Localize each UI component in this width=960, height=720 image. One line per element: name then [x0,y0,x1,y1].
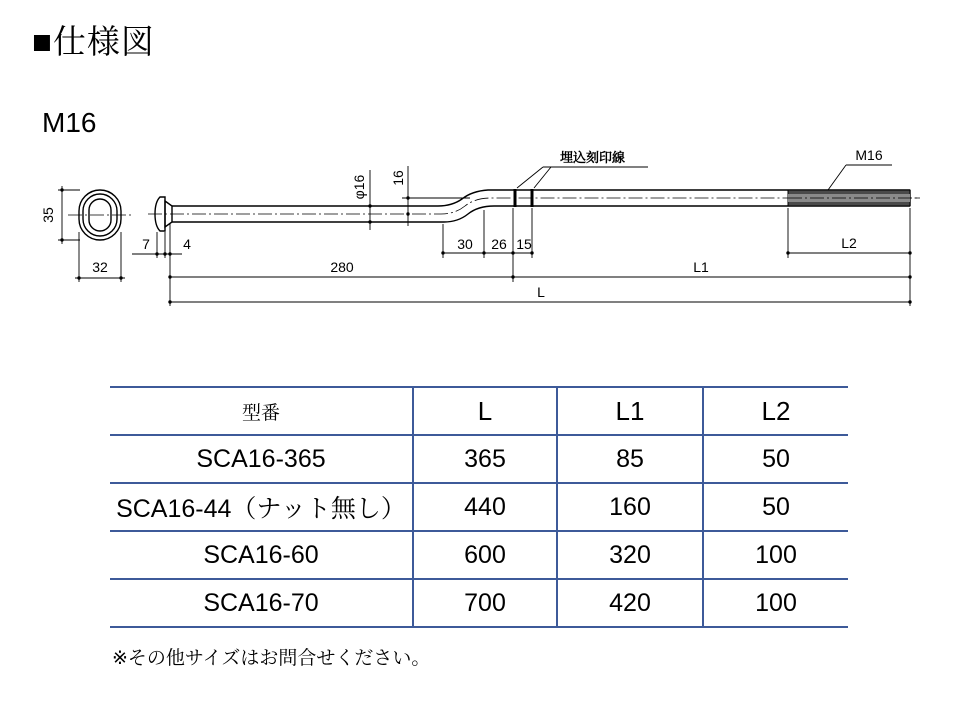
spec-drawing [0,0,960,320]
dim-30-text: 30 [457,236,473,252]
header-model: 型番 [110,387,413,435]
dim-35-text: 35 [40,207,56,223]
cell-L1: 85 [557,435,703,483]
cell-L1: 160 [557,483,703,531]
table-row [110,483,848,531]
cell-L: 600 [413,531,557,579]
dim-16-text: 16 [390,170,406,186]
cell-L: 440 [413,483,557,531]
dim-L1-text: L1 [693,259,709,275]
table-row [110,531,848,579]
model-size-label: M16 [42,107,97,138]
dimension-head [132,232,191,258]
dim-32-text: 32 [92,259,108,275]
cell-L2: 50 [703,435,848,483]
cell-L1: 420 [557,579,703,627]
spec-table [110,386,848,628]
cell-L: 700 [413,579,557,627]
cell-model: SCA16-44（ナット無し） [110,483,413,531]
dimension-bend [441,236,533,255]
dimension-16 [390,166,470,226]
dim-phi16-text: φ16 [351,174,367,200]
cell-model: SCA16-70 [110,579,413,627]
dim-L-text: L [537,284,545,300]
header-L1: L1 [557,387,703,435]
cell-model: SCA16-365 [110,435,413,483]
table-row [110,435,848,483]
dimension-280-L1 [168,259,911,279]
cell-model: SCA16-60 [110,531,413,579]
dim-L2-text: L2 [841,235,857,251]
dim-7-text: 7 [142,236,150,252]
footnote: ※その他サイズはお問合せください。 [112,648,431,669]
dimension-phi16 [351,170,372,230]
cell-L2: 50 [703,483,848,531]
page-title: ■仕様図 [32,23,155,60]
thread-label: M16 [855,147,883,163]
engrave-marks [515,150,648,207]
dim-4-text: 4 [183,236,191,252]
table-row [110,579,848,627]
dimension-L2 [786,235,911,255]
cell-L2: 100 [703,579,848,627]
cell-L2: 100 [703,531,848,579]
cell-L: 365 [413,435,557,483]
thread-callout [828,147,892,190]
thread-section [788,190,920,206]
table-header-row [110,387,848,435]
dim-15-text: 15 [516,236,532,252]
header-L2: L2 [703,387,848,435]
dimension-L [168,284,911,304]
dim-280-text: 280 [330,259,354,275]
dim-26-text: 26 [491,236,507,252]
engrave-label: 埋込刻印線 [560,150,626,165]
end-view [68,190,132,240]
cell-L1: 320 [557,531,703,579]
header-L: L [413,387,557,435]
